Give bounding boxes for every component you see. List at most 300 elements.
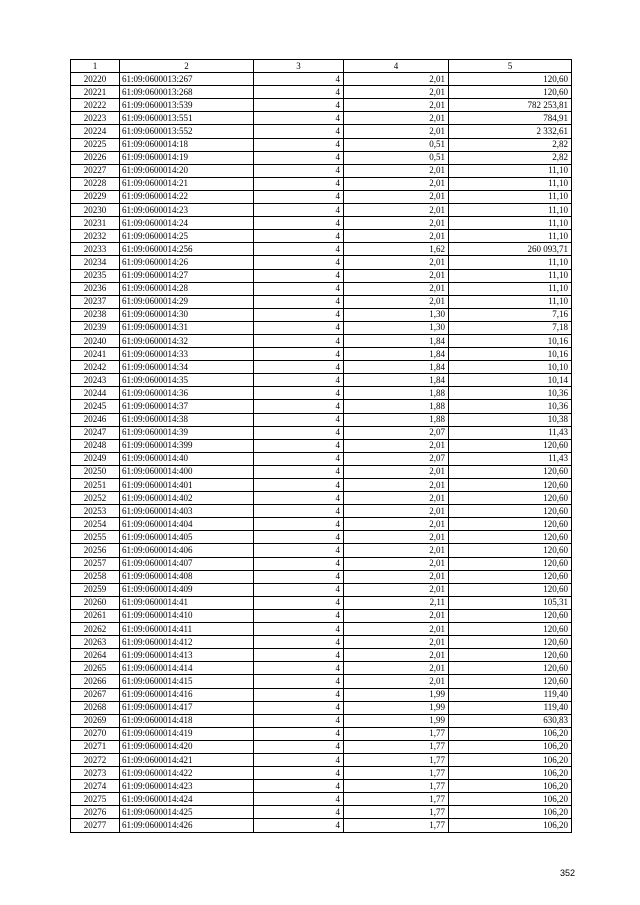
table-cell-col-4: 1,84 — [344, 334, 449, 347]
table-cell-col-5: 11,10 — [449, 230, 572, 243]
table-cell-col-3: 4 — [254, 282, 344, 295]
table-cell-col-5: 11,43 — [449, 426, 572, 439]
table-cell-col-2: 61:09:0600014:409 — [120, 583, 254, 596]
table-cell-col-3: 4 — [254, 753, 344, 766]
table-cell-col-4: 2,07 — [344, 426, 449, 439]
table-cell-col-3: 4 — [254, 387, 344, 400]
table-cell-col-2: 61:09:0600014:415 — [120, 675, 254, 688]
table-cell-col-5: 11,10 — [449, 190, 572, 203]
table-cell-col-4: 2,01 — [344, 164, 449, 177]
table-cell-col-2: 61:09:0600013:551 — [120, 112, 254, 125]
table-cell-col-1: 20265 — [71, 662, 120, 675]
table-cell-col-3: 4 — [254, 348, 344, 361]
table-cell-col-5: 120,60 — [449, 675, 572, 688]
table-cell-col-3: 4 — [254, 688, 344, 701]
table-cell-col-5: 2,82 — [449, 151, 572, 164]
table-cell-col-1: 20254 — [71, 518, 120, 531]
table-cell-col-3: 4 — [254, 308, 344, 321]
table-row — [71, 636, 572, 649]
table-cell-col-4: 2,01 — [344, 531, 449, 544]
table-cell-col-3: 4 — [254, 465, 344, 478]
table-cell-col-1: 20224 — [71, 125, 120, 138]
table-row — [71, 780, 572, 793]
table-cell-col-3: 4 — [254, 190, 344, 203]
table-row — [71, 348, 572, 361]
table-cell-col-1: 20275 — [71, 793, 120, 806]
table-header-row — [71, 60, 572, 73]
table-cell-col-5: 11,10 — [449, 295, 572, 308]
table-cell-col-1: 20237 — [71, 295, 120, 308]
table-cell-col-4: 1,77 — [344, 819, 449, 832]
table-cell-col-2: 61:09:0600014:402 — [120, 492, 254, 505]
table-cell-col-1: 20242 — [71, 361, 120, 374]
table-cell-col-5: 11,10 — [449, 177, 572, 190]
table-cell-col-1: 20273 — [71, 767, 120, 780]
table-cell-col-5: 119,40 — [449, 701, 572, 714]
table-cell-col-2: 61:09:0600014:410 — [120, 609, 254, 622]
table-cell-col-3: 4 — [254, 112, 344, 125]
table-cell-col-2: 61:09:0600014:417 — [120, 701, 254, 714]
table-cell-col-5: 120,60 — [449, 531, 572, 544]
table-cell-col-5: 105,31 — [449, 596, 572, 609]
table-row — [71, 518, 572, 531]
table-cell-col-2: 61:09:0600014:413 — [120, 649, 254, 662]
table-row — [71, 439, 572, 452]
table-row — [71, 374, 572, 387]
table-row — [71, 740, 572, 753]
table-cell-col-2: 61:09:0600014:420 — [120, 740, 254, 753]
table-cell-col-1: 20231 — [71, 217, 120, 230]
table-cell-col-1: 20235 — [71, 269, 120, 282]
table-cell-col-4: 1,30 — [344, 321, 449, 334]
table-cell-col-5: 784,91 — [449, 112, 572, 125]
table-cell-col-4: 1,77 — [344, 806, 449, 819]
table-cell-col-3: 4 — [254, 479, 344, 492]
table-cell-col-2: 61:09:0600014:39 — [120, 426, 254, 439]
table-cell-col-4: 2,01 — [344, 190, 449, 203]
table-cell-col-4: 2,01 — [344, 479, 449, 492]
table-cell-col-3: 4 — [254, 531, 344, 544]
table-row — [71, 177, 572, 190]
table-cell-col-2: 61:09:0600014:32 — [120, 334, 254, 347]
table-cell-col-5: 120,60 — [449, 479, 572, 492]
table-cell-col-3: 4 — [254, 740, 344, 753]
table-row — [71, 295, 572, 308]
table-cell-col-1: 20246 — [71, 413, 120, 426]
table-cell-col-1: 20249 — [71, 452, 120, 465]
table-cell-col-2: 61:09:0600014:36 — [120, 387, 254, 400]
table-cell-col-5: 120,60 — [449, 583, 572, 596]
table-cell-col-3: 4 — [254, 217, 344, 230]
table-cell-col-4: 2,01 — [344, 583, 449, 596]
table-cell-col-4: 1,88 — [344, 400, 449, 413]
table-cell-col-2: 61:09:0600014:411 — [120, 623, 254, 636]
table-cell-col-3: 4 — [254, 714, 344, 727]
table-cell-col-4: 1,99 — [344, 688, 449, 701]
table-cell-col-2: 61:09:0600013:267 — [120, 73, 254, 86]
table-row — [71, 662, 572, 675]
table-cell-col-5: 11,10 — [449, 164, 572, 177]
table-cell-col-4: 1,62 — [344, 243, 449, 256]
table-cell-col-3: 4 — [254, 636, 344, 649]
table-cell-col-1: 20226 — [71, 151, 120, 164]
table-cell-col-4: 2,01 — [344, 570, 449, 583]
table-row — [71, 125, 572, 138]
table-cell-col-3: 4 — [254, 230, 344, 243]
table-cell-col-1: 20264 — [71, 649, 120, 662]
table-cell-col-2: 61:09:0600014:403 — [120, 505, 254, 518]
table-row — [71, 531, 572, 544]
table-cell-col-5: 106,20 — [449, 753, 572, 766]
table-row — [71, 793, 572, 806]
table-cell-col-4: 2,01 — [344, 544, 449, 557]
table-row — [71, 479, 572, 492]
table-cell-col-3: 4 — [254, 623, 344, 636]
table-cell-col-2: 61:09:0600014:424 — [120, 793, 254, 806]
page-number: 352 — [560, 868, 576, 878]
table-cell-col-2: 61:09:0600013:539 — [120, 99, 254, 112]
table-cell-col-5: 10,16 — [449, 348, 572, 361]
table-row — [71, 151, 572, 164]
table-cell-col-3: 4 — [254, 334, 344, 347]
table-cell-col-3: 4 — [254, 518, 344, 531]
table-row — [71, 649, 572, 662]
table-cell-col-1: 20245 — [71, 400, 120, 413]
table-cell-col-2: 61:09:0600014:416 — [120, 688, 254, 701]
table-row — [71, 86, 572, 99]
table-cell-col-5: 120,60 — [449, 609, 572, 622]
table-cell-col-1: 20233 — [71, 243, 120, 256]
table-cell-col-1: 20239 — [71, 321, 120, 334]
table-cell-col-3: 4 — [254, 492, 344, 505]
table-cell-col-5: 10,16 — [449, 334, 572, 347]
table-cell-col-1: 20258 — [71, 570, 120, 583]
table-cell-col-2: 61:09:0600013:268 — [120, 86, 254, 99]
table-cell-col-5: 119,40 — [449, 688, 572, 701]
table-row — [71, 452, 572, 465]
table-cell-col-4: 1,77 — [344, 727, 449, 740]
table-cell-col-1: 20277 — [71, 819, 120, 832]
table-row — [71, 256, 572, 269]
table-row — [71, 492, 572, 505]
table-cell-col-2: 61:09:0600014:412 — [120, 636, 254, 649]
table-cell-col-3: 4 — [254, 426, 344, 439]
table-cell-col-3: 4 — [254, 780, 344, 793]
table-cell-col-5: 120,60 — [449, 636, 572, 649]
table-cell-col-1: 20271 — [71, 740, 120, 753]
table-cell-col-3: 4 — [254, 269, 344, 282]
table-cell-col-2: 61:09:0600014:37 — [120, 400, 254, 413]
table-cell-col-2: 61:09:0600014:408 — [120, 570, 254, 583]
table-row — [71, 701, 572, 714]
table-cell-col-2: 61:09:0600014:401 — [120, 479, 254, 492]
table-cell-col-4: 2,01 — [344, 557, 449, 570]
table-cell-col-1: 20260 — [71, 596, 120, 609]
table-cell-col-5: 120,60 — [449, 492, 572, 505]
table-row — [71, 465, 572, 478]
table-row — [71, 688, 572, 701]
table-cell-col-2: 61:09:0600014:23 — [120, 204, 254, 217]
table-cell-col-5: 120,60 — [449, 557, 572, 570]
table-row — [71, 164, 572, 177]
table-cell-col-2: 61:09:0600014:404 — [120, 518, 254, 531]
table-cell-col-1: 20268 — [71, 701, 120, 714]
table-cell-col-1: 20263 — [71, 636, 120, 649]
table-row — [71, 819, 572, 832]
table-cell-col-2: 61:09:0600014:26 — [120, 256, 254, 269]
table-cell-col-5: 106,20 — [449, 740, 572, 753]
table-cell-col-2: 61:09:0600014:407 — [120, 557, 254, 570]
table-cell-col-1: 20274 — [71, 780, 120, 793]
table-cell-col-4: 1,77 — [344, 780, 449, 793]
table-cell-col-4: 2,01 — [344, 636, 449, 649]
table-cell-col-3: 4 — [254, 321, 344, 334]
table-cell-col-4: 2,01 — [344, 230, 449, 243]
table-cell-col-4: 2,01 — [344, 295, 449, 308]
table-cell-col-2: 61:09:0600014:406 — [120, 544, 254, 557]
table-cell-col-4: 2,01 — [344, 492, 449, 505]
table-cell-col-5: 120,60 — [449, 518, 572, 531]
table-cell-col-1: 20222 — [71, 99, 120, 112]
table-cell-col-2: 61:09:0600014:19 — [120, 151, 254, 164]
table-row — [71, 753, 572, 766]
table-cell-col-1: 20234 — [71, 256, 120, 269]
table-cell-col-4: 1,84 — [344, 374, 449, 387]
table-cell-col-3: 4 — [254, 73, 344, 86]
table-cell-col-1: 20228 — [71, 177, 120, 190]
table-cell-col-5: 10,10 — [449, 361, 572, 374]
table-cell-col-5: 2,82 — [449, 138, 572, 151]
table-cell-col-2: 61:09:0600014:399 — [120, 439, 254, 452]
table-cell-col-2: 61:09:0600014:30 — [120, 308, 254, 321]
table-cell-col-4: 0,51 — [344, 151, 449, 164]
table-cell-col-4: 2,01 — [344, 269, 449, 282]
table-cell-col-3: 4 — [254, 557, 344, 570]
table-cell-col-5: 120,60 — [449, 649, 572, 662]
table-cell-col-1: 20267 — [71, 688, 120, 701]
table-cell-col-5: 106,20 — [449, 806, 572, 819]
table-cell-col-2: 61:09:0600014:426 — [120, 819, 254, 832]
table-cell-col-5: 120,60 — [449, 505, 572, 518]
table-row — [71, 321, 572, 334]
table-cell-col-2: 61:09:0600014:24 — [120, 217, 254, 230]
table-row — [71, 334, 572, 347]
table-cell-col-2: 61:09:0600014:256 — [120, 243, 254, 256]
table-cell-col-1: 20262 — [71, 623, 120, 636]
table-cell-col-5: 11,10 — [449, 269, 572, 282]
table-cell-col-4: 1,77 — [344, 793, 449, 806]
table-cell-col-1: 20269 — [71, 714, 120, 727]
table-cell-col-4: 0,51 — [344, 138, 449, 151]
table-cell-col-4: 2,01 — [344, 217, 449, 230]
table-cell-col-4: 1,88 — [344, 387, 449, 400]
table-cell-col-5: 7,16 — [449, 308, 572, 321]
table-cell-col-3: 4 — [254, 505, 344, 518]
table-cell-col-5: 11,43 — [449, 452, 572, 465]
table-cell-col-3: 4 — [254, 177, 344, 190]
table-cell-col-5: 7,18 — [449, 321, 572, 334]
table-cell-col-2: 61:09:0600014:34 — [120, 361, 254, 374]
table-cell-col-3: 4 — [254, 439, 344, 452]
column-header-4: 4 — [344, 60, 449, 73]
table-cell-col-4: 1,77 — [344, 740, 449, 753]
table-cell-col-1: 20229 — [71, 190, 120, 203]
table-row — [71, 400, 572, 413]
table-row — [71, 217, 572, 230]
table-cell-col-5: 11,10 — [449, 217, 572, 230]
table-cell-col-4: 2,07 — [344, 452, 449, 465]
table-cell-col-4: 2,01 — [344, 465, 449, 478]
table-cell-col-4: 1,77 — [344, 767, 449, 780]
table-cell-col-1: 20248 — [71, 439, 120, 452]
table-cell-col-1: 20220 — [71, 73, 120, 86]
table-cell-col-5: 10,36 — [449, 400, 572, 413]
table-row — [71, 387, 572, 400]
table-row — [71, 767, 572, 780]
table-cell-col-3: 4 — [254, 793, 344, 806]
table-row — [71, 282, 572, 295]
table-cell-col-4: 2,01 — [344, 125, 449, 138]
table-cell-col-3: 4 — [254, 452, 344, 465]
table-cell-col-3: 4 — [254, 662, 344, 675]
table-cell-col-3: 4 — [254, 400, 344, 413]
table-cell-col-3: 4 — [254, 570, 344, 583]
table-cell-col-5: 10,36 — [449, 387, 572, 400]
table-cell-col-5: 106,20 — [449, 793, 572, 806]
table-cell-col-5: 120,60 — [449, 439, 572, 452]
table-row — [71, 623, 572, 636]
table-cell-col-2: 61:09:0600014:40 — [120, 452, 254, 465]
table-cell-col-3: 4 — [254, 256, 344, 269]
table-cell-col-2: 61:09:0600014:38 — [120, 413, 254, 426]
table-cell-col-2: 61:09:0600014:414 — [120, 662, 254, 675]
table-cell-col-3: 4 — [254, 609, 344, 622]
table-cell-col-5: 120,60 — [449, 86, 572, 99]
table-cell-col-4: 2,11 — [344, 596, 449, 609]
table-row — [71, 99, 572, 112]
table-body — [71, 73, 572, 832]
table-cell-col-5: 120,60 — [449, 465, 572, 478]
table-cell-col-3: 4 — [254, 204, 344, 217]
table-cell-col-2: 61:09:0600014:28 — [120, 282, 254, 295]
table-cell-col-5: 106,20 — [449, 767, 572, 780]
table-cell-col-4: 2,01 — [344, 623, 449, 636]
table-row — [71, 426, 572, 439]
table-cell-col-5: 106,20 — [449, 780, 572, 793]
table-cell-col-1: 20243 — [71, 374, 120, 387]
table-cell-col-3: 4 — [254, 675, 344, 688]
table-row — [71, 190, 572, 203]
table-row — [71, 727, 572, 740]
table-cell-col-1: 20232 — [71, 230, 120, 243]
table-cell-col-5: 630,83 — [449, 714, 572, 727]
table-cell-col-1: 20225 — [71, 138, 120, 151]
table-cell-col-5: 782 253,81 — [449, 99, 572, 112]
table-cell-col-5: 120,60 — [449, 570, 572, 583]
table-cell-col-2: 61:09:0600014:425 — [120, 806, 254, 819]
table-cell-col-3: 4 — [254, 767, 344, 780]
table-cell-col-2: 61:09:0600014:418 — [120, 714, 254, 727]
table-cell-col-1: 20272 — [71, 753, 120, 766]
table-cell-col-2: 61:09:0600014:421 — [120, 753, 254, 766]
column-header-5: 5 — [449, 60, 572, 73]
table-cell-col-1: 20261 — [71, 609, 120, 622]
table-row — [71, 138, 572, 151]
table-cell-col-5: 106,20 — [449, 727, 572, 740]
table-cell-col-3: 4 — [254, 164, 344, 177]
table-cell-col-3: 4 — [254, 99, 344, 112]
table-cell-col-4: 2,01 — [344, 86, 449, 99]
table-cell-col-2: 61:09:0600014:27 — [120, 269, 254, 282]
table-cell-col-5: 11,10 — [449, 256, 572, 269]
table-cell-col-1: 20236 — [71, 282, 120, 295]
table-cell-col-2: 61:09:0600014:400 — [120, 465, 254, 478]
table-cell-col-2: 61:09:0600014:419 — [120, 727, 254, 740]
table-cell-col-5: 120,60 — [449, 544, 572, 557]
table-cell-col-4: 2,01 — [344, 675, 449, 688]
table-cell-col-1: 20259 — [71, 583, 120, 596]
table-cell-col-4: 1,99 — [344, 714, 449, 727]
table-cell-col-2: 61:09:0600014:33 — [120, 348, 254, 361]
table-cell-col-2: 61:09:0600014:21 — [120, 177, 254, 190]
table-cell-col-1: 20250 — [71, 465, 120, 478]
table-cell-col-4: 2,01 — [344, 518, 449, 531]
table-row — [71, 505, 572, 518]
table-cell-col-3: 4 — [254, 413, 344, 426]
table-cell-col-1: 20253 — [71, 505, 120, 518]
table-cell-col-4: 2,01 — [344, 204, 449, 217]
table-cell-col-3: 4 — [254, 701, 344, 714]
column-header-3: 3 — [254, 60, 344, 73]
table-cell-col-4: 2,01 — [344, 99, 449, 112]
table-cell-col-4: 2,01 — [344, 73, 449, 86]
table-cell-col-2: 61:09:0600014:35 — [120, 374, 254, 387]
table-cell-col-4: 2,01 — [344, 662, 449, 675]
table-cell-col-4: 2,01 — [344, 649, 449, 662]
table-cell-col-1: 20238 — [71, 308, 120, 321]
table-cell-col-1: 20252 — [71, 492, 120, 505]
table-cell-col-5: 11,10 — [449, 282, 572, 295]
table-row — [71, 583, 572, 596]
table-cell-col-2: 61:09:0600014:25 — [120, 230, 254, 243]
table-cell-col-4: 1,88 — [344, 413, 449, 426]
table-row — [71, 361, 572, 374]
table-cell-col-3: 4 — [254, 819, 344, 832]
table-row — [71, 806, 572, 819]
table-cell-col-1: 20230 — [71, 204, 120, 217]
table-cell-col-2: 61:09:0600014:22 — [120, 190, 254, 203]
table-cell-col-4: 2,01 — [344, 505, 449, 518]
table-cell-col-5: 11,10 — [449, 204, 572, 217]
table-cell-col-3: 4 — [254, 361, 344, 374]
table-cell-col-2: 61:09:0600014:423 — [120, 780, 254, 793]
table-cell-col-1: 20247 — [71, 426, 120, 439]
column-header-2: 2 — [120, 60, 254, 73]
data-table — [70, 59, 572, 833]
table-cell-col-4: 2,01 — [344, 112, 449, 125]
table-cell-col-5: 120,60 — [449, 623, 572, 636]
table-cell-col-5: 260 093,71 — [449, 243, 572, 256]
table-cell-col-3: 4 — [254, 86, 344, 99]
table-row — [71, 714, 572, 727]
table-cell-col-1: 20221 — [71, 86, 120, 99]
table-cell-col-5: 2 332,61 — [449, 125, 572, 138]
table-cell-col-3: 4 — [254, 243, 344, 256]
table-cell-col-4: 2,01 — [344, 256, 449, 269]
table-cell-col-4: 2,01 — [344, 609, 449, 622]
table-cell-col-5: 106,20 — [449, 819, 572, 832]
table-cell-col-2: 61:09:0600013:552 — [120, 125, 254, 138]
